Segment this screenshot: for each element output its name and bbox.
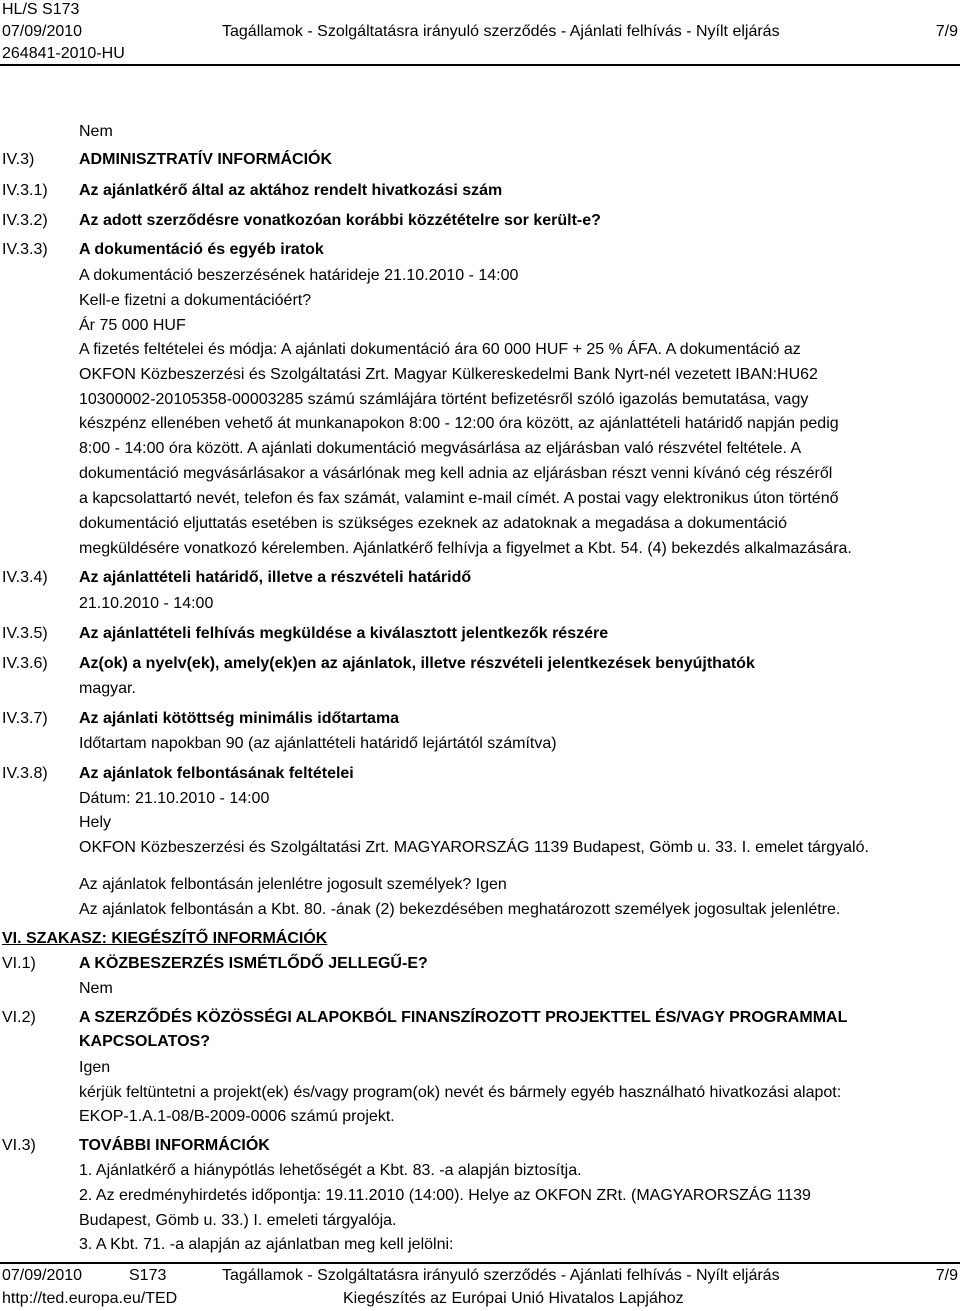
section-number-iv32: IV.3.2) [2, 212, 48, 229]
header-title: Tagállamok - Szolgáltatásra irányuló szerződés - Ajánlati felhívás - Nyílt eljárás [222, 23, 780, 40]
header-code: HL/S S173 [2, 1, 80, 18]
paragraph-line: Igen [79, 1059, 111, 1076]
page-footer [0, 1262, 960, 1311]
heading-iv37: Az ajánlati kötöttség minimális időtartama [79, 710, 400, 727]
paragraph-line: Hely [79, 814, 112, 831]
paragraph-line: Ár 75 000 HUF [79, 317, 186, 334]
page-header [0, 0, 960, 66]
answer-nem: Nem [79, 123, 113, 140]
paragraph-line: 2. Az eredményhirdetés időpontja: 19.11.2010 (14:00). Helye az OKFON ZRt. (MAGYARORSZÁG 1139 [79, 1187, 811, 1204]
heading-vi3: TOVÁBBI INFORMÁCIÓK [79, 1137, 270, 1154]
paragraph-line: 8:00 - 14:00 óra között. A ajánlati dokumentáció megvásárlása az eljárásban való részvétel feltétele. A [79, 440, 802, 457]
footer-publisher: Kiegészítés az Európai Unió Hivatalos Lapjához [343, 1290, 684, 1307]
footer-date: 07/09/2010 [2, 1267, 83, 1284]
heading-vi2-cont: KAPCSOLATOS? [79, 1033, 210, 1050]
paragraph-line: OKFON Közbeszerzési és Szolgáltatási Zrt. Magyar Külkereskedelmi Bank Nyrt-nél vezetett IBAN:HU62 [79, 366, 818, 383]
section-number-iv3: IV.3) [2, 151, 35, 168]
paragraph-line: 1. Ajánlatkérő a hiánypótlás lehetőségét a Kbt. 83. -a alapján biztosítja. [79, 1162, 582, 1179]
header-date: 07/09/2010 [2, 23, 83, 40]
paragraph-line: Az ajánlatok felbontásán jelenlétre jogosult személyek? Igen [79, 876, 507, 893]
heading-iv38: Az ajánlatok felbontásának feltételei [79, 765, 354, 782]
paragraph-line: OKFON Közbeszerzési és Szolgáltatási Zrt. MAGYARORSZÁG 1139 Budapest, Gömb u. 33. I. emelet tárgyaló. [79, 839, 869, 856]
section-number-iv37: IV.3.7) [2, 710, 48, 727]
paragraph-line: Az ajánlatok felbontásán a Kbt. 80. -ának (2) bekezdésében meghatározott személyek jogosultak jelenlétre. [79, 901, 841, 918]
section-number-vi3: VI.3) [2, 1137, 36, 1154]
header-rule [0, 64, 960, 66]
header-ref: 264841-2010-HU [2, 45, 125, 62]
heading-iv34: Az ajánlattételi határidő, illetve a részvételi határidő [79, 569, 472, 586]
paragraph-line: dokumentáció megvásárlásakor a vásárlónak meg kell adnia az eljárásban részt venni kívánó cég részéről [79, 465, 833, 482]
heading-iv31: Az ajánlatkérő által az aktához rendelt hivatkozási szám [79, 182, 503, 199]
paragraph-line: A fizetés feltételei és módja: A ajánlati dokumentáció ára 60 000 HUF + 25 % ÁFA. A dokumentáció az [79, 341, 801, 358]
heading-iv3: ADMINISZTRATÍV INFORMÁCIÓK [79, 151, 333, 168]
footer-url-link[interactable]: http://ted.europa.eu/TED [2, 1290, 178, 1307]
footer-title: Tagállamok - Szolgáltatásra irányuló szerződés - Ajánlati felhívás - Nyílt eljárás [222, 1267, 780, 1284]
section-number-vi1: VI.1) [2, 955, 36, 972]
paragraph-line: a kapcsolattartó nevét, telefon és fax számát, valamint e-mail címét. A postai vagy elektronikus úton történő [79, 490, 839, 507]
paragraph-line: Kell-e fizetni a dokumentációért? [79, 292, 312, 309]
heading-iv35: Az ajánlattételi felhívás megküldése a kiválasztott jelentkezők részére [79, 625, 609, 642]
language-value: magyar. [79, 680, 136, 697]
paragraph-line: EKOP-1.A.1-08/B-2009-0006 számú projekt. [79, 1108, 395, 1125]
answer-nem: Nem [79, 980, 113, 997]
heading-iv33: A dokumentáció és egyéb iratok [79, 241, 324, 258]
heading-vi2: A SZERZŐDÉS KÖZÖSSÉGI ALAPOKBÓL FINANSZÍROZOTT PROJEKTTEL ÉS/VAGY PROGRAMMAL [79, 1009, 848, 1026]
section-number-iv36: IV.3.6) [2, 655, 48, 672]
section-heading-vi: VI. SZAKASZ: KIEGÉSZÍTŐ INFORMÁCIÓK [2, 930, 328, 947]
section-number-iv33: IV.3.3) [2, 241, 48, 258]
heading-vi1: A KÖZBESZERZÉS ISMÉTLŐDŐ JELLEGŰ-E? [79, 955, 428, 972]
heading-iv32: Az adott szerződésre vonatkozóan korábbi közzétételre sor került-e? [79, 212, 601, 229]
footer-page-number: 7/9 [935, 1267, 958, 1284]
paragraph-line: Budapest, Gömb u. 33.) I. emeleti tárgyalója. [79, 1212, 397, 1229]
section-number-iv31: IV.3.1) [2, 182, 48, 199]
footer-rule [0, 1262, 960, 1264]
paragraph-line: dokumentáció eljuttatás esetében is szükséges ezeknek az adatoknak a megadása a dokumentáció [79, 515, 787, 532]
heading-iv36: Az(ok) a nyelv(ek), amely(ek)en az ajánlatok, illetve részvételi jelentkezések benyújthatók [79, 655, 755, 672]
section-number-iv35: IV.3.5) [2, 625, 48, 642]
paragraph-line: készpénz ellenében vehető át munkanapokon 8:00 - 12:00 óra között, az ajánlattételi határidő napján pedig [79, 415, 839, 432]
header-page-number: 7/9 [935, 23, 958, 40]
paragraph-line: Dátum: 21.10.2010 - 14:00 [79, 790, 270, 807]
section-number-iv34: IV.3.4) [2, 569, 48, 586]
deadline-value: 21.10.2010 - 14:00 [79, 595, 214, 612]
paragraph-line: kérjük feltüntetni a projekt(ek) és/vagy program(ok) nevét és bármely egyéb használható hivatkozási alapot: [79, 1084, 842, 1101]
paragraph-line: A dokumentáció beszerzésének határideje 21.10.2010 - 14:00 [79, 267, 519, 284]
footer-code: S173 [129, 1267, 167, 1284]
section-number-iv38: IV.3.8) [2, 765, 48, 782]
section-number-vi2: VI.2) [2, 1009, 36, 1026]
paragraph-line: megküldésére vonatkozó kérelemben. Ajánlatkérő felhívja a figyelmet a Kbt. 54. (4) bekezdés alkalmazására. [79, 540, 852, 557]
paragraph-line: 3. A Kbt. 71. -a alapján az ajánlatban meg kell jelölni: [79, 1236, 454, 1253]
paragraph-line: 10300002-20105358-00003285 számú számlájára történt befizetésről szóló igazolás bemutatása, vagy [79, 391, 809, 408]
duration-value: Időtartam napokban 90 (az ajánlattételi határidő lejártától számítva) [79, 735, 557, 752]
